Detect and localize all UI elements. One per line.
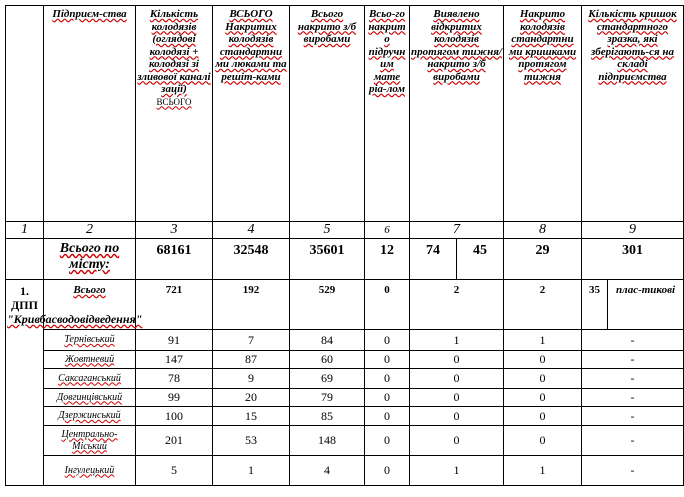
city-total-label: Всього по місту:	[44, 239, 136, 280]
district-name: Довгинцівський	[44, 389, 136, 407]
district-name: Дзержинський	[44, 407, 136, 426]
district-c8: 0	[504, 351, 582, 369]
district-name: Жовтневий	[44, 351, 136, 369]
header-covered-concrete: Всього накрито з/б виробами	[290, 6, 365, 222]
district-c8: 0	[504, 369, 582, 389]
district-c3: 201	[136, 426, 213, 456]
enterprise-total-c9a: 35	[582, 280, 608, 330]
header-enterprises: Підприєм-ства	[44, 6, 136, 222]
header-manholes-count-note: ВСЬОГО	[156, 96, 192, 107]
district-row	[6, 351, 684, 369]
district-c3: 100	[136, 407, 213, 426]
district-c5: 69	[290, 369, 365, 389]
district-c6: 0	[365, 407, 410, 426]
district-c4: 20	[213, 389, 290, 407]
district-c9: -	[582, 389, 684, 407]
colnum-4: 4	[213, 222, 290, 239]
district-name: Саксаганський	[44, 369, 136, 389]
district-c4: 87	[213, 351, 290, 369]
city-total-c7a: 74	[410, 239, 457, 280]
district-c6: 0	[365, 389, 410, 407]
district-c8: 0	[504, 407, 582, 426]
district-c3: 78	[136, 369, 213, 389]
district-c7: 0	[410, 389, 504, 407]
colnum-2: 2	[44, 222, 136, 239]
district-row	[6, 330, 684, 351]
district-c4: 9	[213, 369, 290, 389]
city-total-row	[6, 239, 684, 280]
district-c8: 0	[504, 426, 582, 456]
enterprise-total-c3: 721	[136, 280, 213, 330]
header-covered-improvised: Всьо-го накрит о підручн им мате ріа-лом	[365, 6, 410, 222]
enterprise-total-c7: 2	[410, 280, 504, 330]
district-c7: 1	[410, 456, 504, 486]
district-name: Інгулецький	[44, 456, 136, 486]
colnum-5: 5	[290, 222, 365, 239]
header-manholes-count-text: Кількість колодязів (оглядові колодязі + колодязі зі зливової каналі зації)	[137, 8, 211, 95]
city-total-c3: 68161	[136, 239, 213, 280]
city-total-c6: 12	[365, 239, 410, 280]
enterprise-total-c8: 2	[504, 280, 582, 330]
district-c5: 60	[290, 351, 365, 369]
district-c7: 0	[410, 369, 504, 389]
district-row	[6, 456, 684, 486]
district-c6: 0	[365, 456, 410, 486]
district-c9: -	[582, 407, 684, 426]
district-c5: 84	[290, 330, 365, 351]
district-c9: -	[582, 330, 684, 351]
district-c6: 0	[365, 369, 410, 389]
district-c6: 0	[365, 351, 410, 369]
district-c6: 0	[365, 426, 410, 456]
district-c8: 1	[504, 330, 582, 351]
city-total-c9: 301	[582, 239, 684, 280]
district-row	[6, 369, 684, 389]
district-c3: 91	[136, 330, 213, 351]
district-c8: 1	[504, 456, 582, 486]
city-total-c7b: 45	[457, 239, 504, 280]
enterprise-total-c9b: плас-тикові	[608, 280, 684, 330]
district-c4: 7	[213, 330, 290, 351]
header-row	[6, 6, 684, 222]
district-c3: 147	[136, 351, 213, 369]
manholes-report-table	[5, 5, 684, 486]
district-c4: 15	[213, 407, 290, 426]
enterprise-total-row	[6, 280, 684, 330]
city-total-c5: 35601	[290, 239, 365, 280]
district-c6: 0	[365, 330, 410, 351]
column-number-row	[6, 222, 684, 239]
district-c3: 5	[136, 456, 213, 486]
enterprise-total-label: Всього	[44, 280, 136, 330]
header-covered-week: Накрито колодязів стандартни ми кришками протягом тижня	[504, 6, 582, 222]
district-row	[6, 389, 684, 407]
colnum-8: 8	[504, 222, 582, 239]
district-c5: 79	[290, 389, 365, 407]
header-covered-standard: ВСЬОГО Накритих колодязів стандартни ми люками та решіт-ками	[213, 6, 290, 222]
district-c4: 53	[213, 426, 290, 456]
city-total-empty	[6, 239, 44, 280]
enterprise-total-c6: 0	[365, 280, 410, 330]
district-c4: 1	[213, 456, 290, 486]
district-c5: 148	[290, 426, 365, 456]
district-c3: 99	[136, 389, 213, 407]
city-total-c4: 32548	[213, 239, 290, 280]
header-col1	[6, 6, 44, 222]
district-name: Тернівський	[44, 330, 136, 351]
district-c5: 4	[290, 456, 365, 486]
colnum-3: 3	[136, 222, 213, 239]
header-found-open: Виявлено відкритих колодязів протягом тижня/ накрито з/б виробами	[410, 6, 504, 222]
colnum-7: 7	[410, 222, 504, 239]
district-c9: -	[582, 456, 684, 486]
district-c8: 0	[504, 389, 582, 407]
district-c7: 0	[410, 407, 504, 426]
district-c7: 1	[410, 330, 504, 351]
enterprise-total-c5: 529	[290, 280, 365, 330]
header-manholes-count	[136, 6, 213, 222]
district-name: Центрально-Міський	[44, 426, 136, 456]
enterprise-total-c4: 192	[213, 280, 290, 330]
district-c9: -	[582, 351, 684, 369]
enterprise-prefix: 1. ДПП	[11, 284, 38, 312]
district-c9: -	[582, 369, 684, 389]
colnum-9: 9	[582, 222, 684, 239]
enterprise-name: "Кривбасводовідведення"	[7, 312, 143, 326]
district-row	[6, 426, 684, 456]
district-c7: 0	[410, 426, 504, 456]
district-c7: 0	[410, 351, 504, 369]
colnum-6: 6	[365, 222, 410, 239]
city-total-c8: 29	[504, 239, 582, 280]
district-c5: 85	[290, 407, 365, 426]
district-c9: -	[582, 426, 684, 456]
header-covers-stock: Кількість кришок стандартного зразка, які зберігають-ся на складі підприємства	[582, 6, 684, 222]
district-row	[6, 407, 684, 426]
colnum-1: 1	[6, 222, 44, 239]
